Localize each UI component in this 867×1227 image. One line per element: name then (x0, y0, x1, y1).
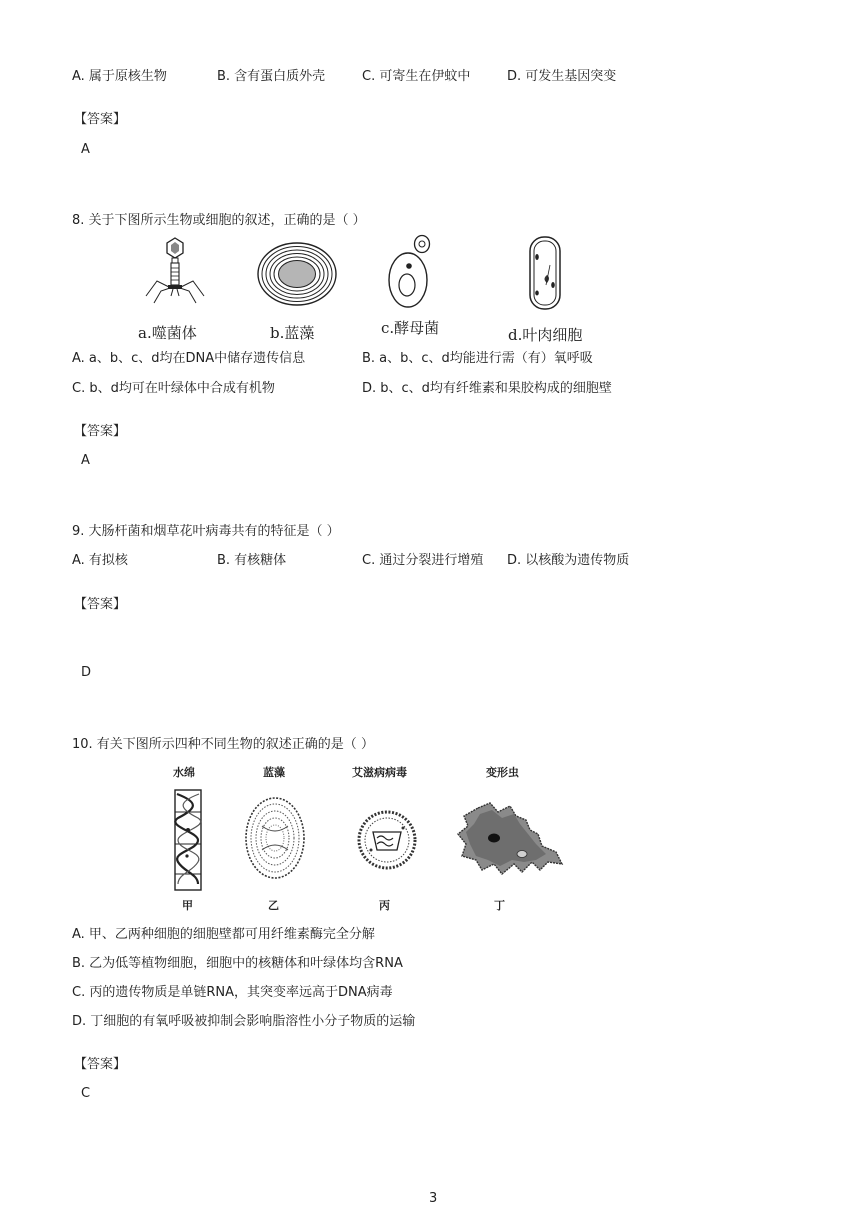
q9-stem: 9. 大肠杆菌和烟草花叶病毒共有的特征是（ ） (72, 524, 340, 539)
q7-option-c: C. 可寄生在伊蚊中 (362, 69, 471, 84)
figure-label-jia: 甲 (182, 899, 193, 912)
figure-label-amoeba: 变形虫 (486, 766, 519, 779)
q10-option-d: D. 丁细胞的有氧呼吸被抑制会影响脂溶性小分子物质的运输 (72, 1014, 416, 1029)
amoeba-illustration (456, 800, 564, 880)
q8-stem: 8. 关于下图所示生物或细胞的叙述，正确的是（ ） (72, 213, 366, 228)
q9-option-c: C. 通过分裂进行增殖 (362, 553, 484, 568)
q8-option-d: D. b、c、d均有纤维素和果胶构成的细胞壁 (362, 381, 612, 396)
q9-option-b: B. 有核糖体 (217, 553, 287, 568)
q10-option-c: C. 丙的遗传物质是单链RNA，其突变率远高于DNA病毒 (72, 985, 393, 1000)
figure-label-mesophyll: d.叶肉细胞 (508, 326, 583, 344)
q7-option-b: B. 含有蛋白质外壳 (217, 69, 326, 84)
figure-label-cyanobacteria: 蓝藻 (263, 766, 285, 779)
q8-answer-label: 【答案】 (74, 424, 127, 439)
figure-label-yeast: c.酵母菌 (381, 319, 440, 337)
q8-option-c: C. b、d均可在叶绿体中合成有机物 (72, 381, 275, 396)
q10-answer-label: 【答案】 (74, 1057, 127, 1072)
q8-answer: A (81, 453, 90, 468)
figure-label-phage: a.噬菌体 (138, 324, 197, 342)
mesophyll-cell-illustration (528, 235, 562, 311)
cyanobacteria-illustration (244, 796, 306, 880)
q8-option-a: A. a、b、c、d均在DNA中储存遗传信息 (72, 351, 306, 366)
figure-label-cyanobacterium: b.蓝藻 (270, 324, 315, 342)
figure-label-ding: 丁 (494, 899, 505, 912)
spirogyra-illustration (168, 788, 208, 892)
q10-answer: C (81, 1086, 91, 1101)
cyanobacterium-illustration (256, 241, 338, 307)
q10-option-b: B. 乙为低等植物细胞，细胞中的核糖体和叶绿体均含RNA (72, 956, 403, 971)
q7-answer-label: 【答案】 (74, 112, 127, 127)
q7-option-a: A. 属于原核生物 (72, 69, 167, 84)
figure-label-bing: 丙 (379, 899, 390, 912)
phage-illustration (140, 236, 210, 311)
figure-label-yi: 乙 (268, 899, 279, 912)
q9-option-a: A. 有拟核 (72, 553, 128, 568)
figure-label-spirogyra: 水绵 (173, 766, 195, 779)
yeast-illustration (386, 233, 432, 311)
q9-option-d: D. 以核酸为遗传物质 (507, 553, 630, 568)
hiv-illustration (357, 810, 417, 870)
q9-answer: D (81, 665, 92, 680)
q7-answer: A (81, 142, 90, 157)
q10-option-a: A. 甲、乙两种细胞的细胞壁都可用纤维素酶完全分解 (72, 927, 375, 942)
q8-option-b: B. a、b、c、d均能进行需（有）氧呼吸 (362, 351, 593, 366)
q10-stem: 10. 有关下图所示四种不同生物的叙述正确的是（ ） (72, 737, 374, 752)
q9-answer-label: 【答案】 (74, 597, 127, 612)
figure-label-hiv: 艾滋病病毒 (352, 766, 407, 779)
page-number: 3 (429, 1191, 438, 1206)
q7-option-d: D. 可发生基因突变 (507, 69, 617, 84)
